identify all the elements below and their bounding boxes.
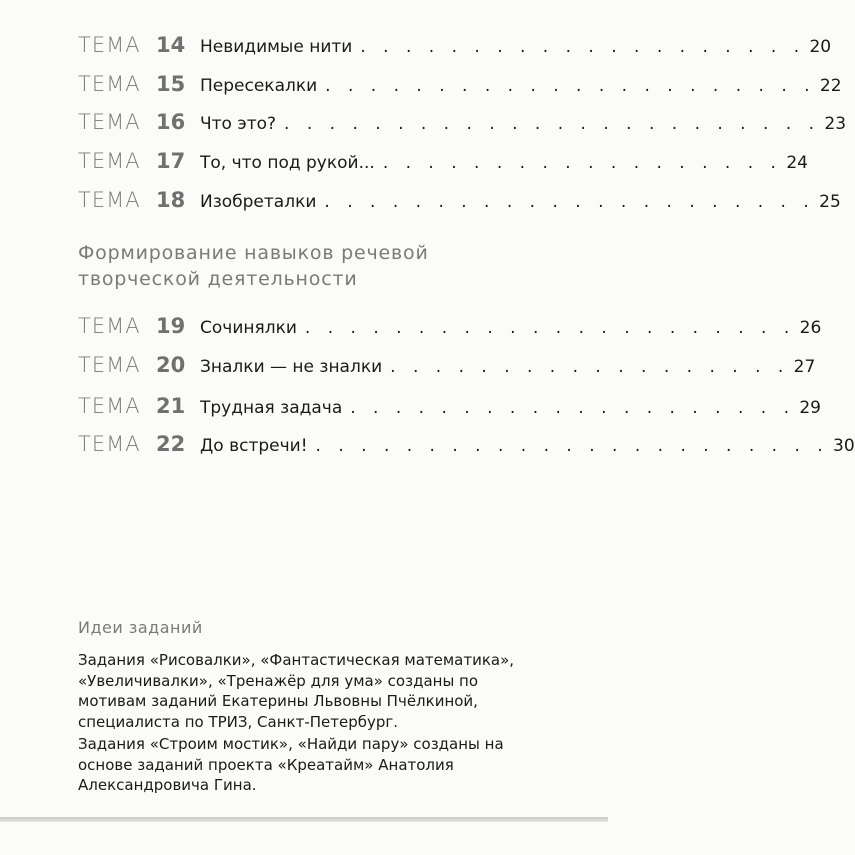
toc-entry-21[interactable]	[78, 394, 821, 424]
toc-entry-number: 17	[156, 149, 186, 173]
toc-entry-page: 22	[819, 76, 842, 96]
toc-entry-17[interactable]	[78, 149, 808, 179]
toc-leader-dots: . . . . . . . . . . . . . . . . . .	[382, 153, 782, 173]
toc-leader-dots: . . . . . . . . . . . . . . . . . . . . . .	[304, 318, 796, 338]
toc-leader-dots: . . . . . . . . . . . . . . . . . . . .	[360, 37, 806, 57]
toc-entry-word: ТЕМА	[78, 394, 141, 418]
toc-entry-title: То, что под рукой...	[200, 153, 375, 173]
toc-entry-page: 24	[786, 153, 808, 173]
ideas-paragraph-1: Задания «Рисовалки», «Фантастическая математика», «Увеличивалки», «Тренажёр для ума» созданы по мотивам заданий Екатерины Львовны Пчёлкиной, специалиста по ТРИЗ, Санкт-Петербург.	[78, 651, 515, 731]
toc-leader-dots: . . . . . . . . . . . . . . . . . . . . . .	[325, 76, 816, 96]
toc-entry-number: 15	[156, 72, 186, 96]
toc-entry-word: ТЕМА	[78, 33, 141, 57]
toc-entry-15[interactable]	[78, 72, 842, 102]
toc-entry-word: ТЕМА	[78, 72, 141, 96]
toc-entry-title: Что это?	[200, 114, 277, 134]
toc-entry-16[interactable]	[78, 110, 847, 140]
toc-entry-word: ТЕМА	[78, 432, 141, 456]
toc-entry-number: 21	[156, 394, 186, 418]
toc-entry-18[interactable]	[78, 188, 841, 218]
toc-entry-number: 16	[156, 110, 186, 134]
toc-entry-page: 29	[799, 398, 821, 418]
toc-entry-title: До встречи!	[200, 436, 308, 456]
toc-leader-dots: . . . . . . . . . . . . . . . . . . . .	[350, 398, 795, 418]
toc-entry-word: ТЕМА	[78, 149, 141, 173]
toc-entry-number: 20	[156, 353, 186, 377]
toc-leader-dots: . . . . . . . . . . . . . . . . . . . . . . .	[315, 436, 829, 456]
toc-entry-number: 18	[156, 188, 186, 212]
ideas-title: Идеи заданий	[78, 618, 203, 637]
toc-entry-title: Зналки — не зналки	[200, 357, 383, 377]
toc-entry-number: 14	[156, 33, 186, 57]
toc-entry-word: ТЕМА	[78, 353, 141, 377]
toc-entry-14[interactable]	[78, 33, 832, 63]
toc-entry-number: 22	[156, 432, 186, 456]
toc-entry-title: Изобреталки	[200, 192, 317, 212]
toc-entry-page: 30	[833, 436, 855, 456]
section-heading: Формирование навыков речевой творческой деятельности	[78, 242, 429, 290]
toc-entry-page: 27	[793, 357, 816, 377]
toc-entry-20[interactable]	[78, 353, 816, 383]
toc-entry-word: ТЕМА	[78, 188, 141, 212]
toc-entry-word: ТЕМА	[78, 314, 141, 338]
toc-entry-title: Невидимые нити	[200, 37, 353, 57]
bottom-rule	[0, 817, 608, 822]
toc-entry-title: Сочинялки	[200, 318, 297, 338]
toc-entry-title: Трудная задача	[200, 398, 343, 418]
ideas-paragraph-2: Задания «Строим мостик», «Найди пару» созданы на основе заданий проекта «Креатайм» Анатолия Александровича Гина.	[78, 735, 504, 794]
toc-entry-page: 20	[809, 37, 832, 57]
toc-entry-19[interactable]	[78, 314, 822, 344]
toc-entry-number: 19	[156, 314, 186, 338]
toc-entry-page: 26	[799, 318, 822, 338]
toc-leader-dots: . . . . . . . . . . . . . . . . . .	[390, 357, 790, 377]
toc-entry-title: Пересекалки	[200, 76, 318, 96]
toc-entry-page: 23	[824, 114, 847, 134]
toc-entry-page: 25	[819, 192, 841, 212]
toc-leader-dots: . . . . . . . . . . . . . . . . . . . . . . . .	[284, 114, 821, 134]
toc-entry-word: ТЕМА	[78, 110, 141, 134]
toc-entry-22[interactable]	[78, 432, 855, 462]
toc-leader-dots: . . . . . . . . . . . . . . . . . . . . . .	[324, 192, 815, 212]
